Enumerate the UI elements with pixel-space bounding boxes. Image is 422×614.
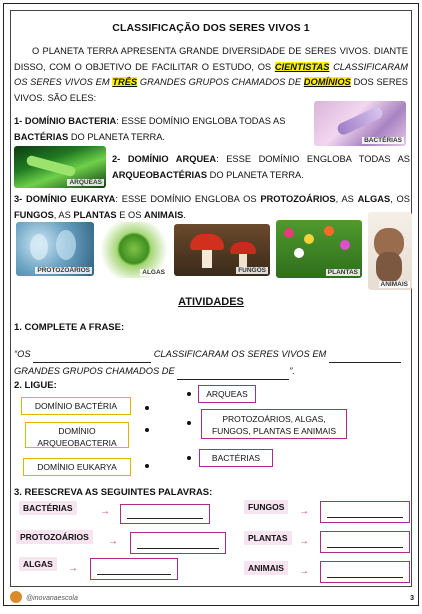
domain-desc: : ESSE DOMÍNIO ENGLOBA OS <box>115 194 261 204</box>
q1-text-d: ”. <box>289 366 295 376</box>
mushroom-cap <box>190 234 224 250</box>
answer-line <box>137 548 219 549</box>
protozoa-cell <box>56 230 76 260</box>
domain-name: DOMÍNIO BACTERIA <box>24 116 117 126</box>
domain-desc: : ESSE DOMÍNIO ENGLOBA TODAS AS <box>216 154 411 164</box>
algae-shape <box>117 232 151 266</box>
highlight-dominios: DOMÍNIOS <box>303 77 351 87</box>
match-left-3[interactable]: DOMÍNIO EUKARYA <box>23 458 131 476</box>
domain-archaea-text <box>112 152 410 183</box>
instagram-icon <box>10 591 22 603</box>
group-animals: ANIMAIS <box>144 209 184 220</box>
answer-box-animais[interactable] <box>320 561 410 583</box>
answer-box-algas[interactable] <box>90 558 178 580</box>
protozoa-image <box>16 222 94 276</box>
plants-image <box>276 220 362 278</box>
animals-caption: ANIMAIS <box>380 281 408 288</box>
domain-number: 2- <box>112 154 128 164</box>
answer-box-fungos[interactable] <box>320 501 410 523</box>
arrow-icon: → <box>299 536 309 547</box>
algae-caption: ALGAS <box>142 269 165 276</box>
match-left-2[interactable]: DOMÍNIO ARQUEOBACTERIA <box>25 422 129 448</box>
intro-text-3: GRANDES GRUPOS CHAMADOS DE <box>137 77 304 87</box>
intro-text-4: DOS SERES VIVOS. SÃO ELES: <box>14 77 408 103</box>
word-plantas: PLANTAS <box>244 531 292 545</box>
arrow-icon: → <box>299 506 309 517</box>
fungi-caption: FUNGOS <box>238 267 266 274</box>
answer-box-protozoarios[interactable] <box>130 532 226 554</box>
domain-end: DO PLANETA TERRA. <box>68 131 166 142</box>
flower <box>340 240 350 250</box>
domain-group: BACTÉRIAS <box>14 131 69 142</box>
plants-caption: PLANTAS <box>327 269 358 276</box>
protozoa-cell <box>30 234 48 260</box>
archaea-image <box>14 146 106 188</box>
flower <box>324 226 334 236</box>
match-dot-right[interactable] <box>187 392 191 396</box>
answer-line <box>327 517 403 518</box>
match-dot-right[interactable] <box>187 456 191 460</box>
match-right-3[interactable]: BACTÉRIAS <box>199 449 273 467</box>
question-3-title: 3. REESCREVA AS SEGUINTES PALAVRAS: <box>14 487 213 498</box>
mushroom-stem <box>202 250 212 268</box>
arrow-icon: → <box>299 566 309 577</box>
intro-text-1: O PLANETA TERRA APRESENTA GRANDE DIVERSIDADE DE SERES VIVOS. DIANTE DISSO, COM O OBJETIVO DE FACILITAR O ESTUDO, OS <box>14 46 408 72</box>
page-title: CLASSIFICAÇÃO DOS SERES VIVOS 1 <box>112 22 310 34</box>
domain-group: ARQUEOBACTÉRIAS <box>112 169 208 180</box>
domain-eukarya-text <box>14 192 410 223</box>
bacteria-caption: BACTÉRIAS <box>364 137 402 144</box>
intro-paragraph <box>14 44 408 106</box>
group-algae: ALGAS <box>357 194 391 204</box>
match-dot-left[interactable] <box>145 464 149 468</box>
domain-number: 3- <box>14 194 27 204</box>
archaea-shape <box>26 155 77 178</box>
q1-text-c: GRANDES GRUPOS CHAMADOS DE <box>14 366 175 376</box>
word-protozoarios: PROTOZOÁRIOS <box>16 530 93 544</box>
blank-3[interactable] <box>177 379 289 380</box>
archaea-caption: ARQUEAS <box>69 179 102 186</box>
flower <box>294 248 304 258</box>
word-animais: ANIMAIS <box>244 561 288 575</box>
word-algas: ALGAS <box>19 557 57 571</box>
mushroom-cap <box>230 242 256 254</box>
fungi-image <box>174 224 270 276</box>
match-right-2[interactable]: PROTOZOÁRIOS, ALGAS, FUNGOS, PLANTAS E ANIMAIS <box>201 409 347 439</box>
flower <box>304 234 314 244</box>
sep: , OS <box>390 194 410 204</box>
blank-2[interactable] <box>329 362 401 363</box>
match-right-1[interactable]: ARQUEAS <box>198 385 256 403</box>
match-dot-left[interactable] <box>145 406 149 410</box>
footer-handle: @inovanaescola <box>26 595 78 602</box>
question-1-sentence <box>14 346 408 380</box>
word-fungos: FUNGOS <box>244 500 288 514</box>
domain-desc: : ESSE DOMÍNIO ENGLOBA TODAS AS <box>116 116 286 126</box>
answer-line <box>327 547 403 548</box>
intro-text-2: CLASSIFICARAM OS SERES VIVOS EM <box>14 61 408 87</box>
match-left-1[interactable]: DOMÍNIO BACTÉRIA <box>21 397 131 415</box>
domain-name: DOMÍNIO ARQUEA <box>127 154 217 164</box>
domain-end: . <box>183 209 186 220</box>
domain-name: DOMÍNIO EUKARYA <box>26 194 116 204</box>
group-protozoa: PROTOZOÁRIOS <box>260 194 336 204</box>
answer-line <box>327 577 403 578</box>
group-plants: PLANTAS <box>73 209 117 220</box>
bacteria-image <box>314 101 406 146</box>
animals-image <box>368 212 412 290</box>
highlight-cientistas: CIENTISTAS <box>274 61 330 72</box>
answer-box-plantas[interactable] <box>320 531 410 553</box>
question-1-title: 1. COMPLETE A FRASE: <box>14 322 125 333</box>
domain-end: DO PLANETA TERRA. <box>207 169 304 180</box>
cat-body <box>376 252 402 282</box>
domain-bacteria-text <box>14 114 304 145</box>
group-fungi: FUNGOS <box>14 209 54 220</box>
worksheet-page <box>3 3 419 606</box>
algae-image <box>99 222 169 278</box>
q1-text-a: “OS <box>14 349 31 359</box>
blank-1[interactable] <box>33 362 151 363</box>
flower <box>284 228 294 238</box>
match-dot-left[interactable] <box>145 428 149 432</box>
match-dot-right[interactable] <box>187 421 191 425</box>
sep: , AS <box>53 209 74 220</box>
answer-box-bacterias[interactable] <box>120 504 210 524</box>
answer-line <box>97 574 171 575</box>
sep: E OS <box>116 209 145 220</box>
sep: , AS <box>335 194 358 204</box>
word-bacterias: BACTÉRIAS <box>19 501 77 515</box>
highlight-tres: TRÊS <box>112 77 138 87</box>
mushroom-stem <box>239 254 247 268</box>
domain-number: 1- <box>14 116 25 126</box>
arrow-icon: → <box>108 536 118 547</box>
q1-text-b: CLASSIFICARAM OS SERES VIVOS EM <box>153 349 327 359</box>
page-number: 3 <box>410 595 414 602</box>
protozoa-caption: PROTOZOÁRIOS <box>37 267 90 274</box>
answer-line <box>127 518 203 519</box>
question-2-title: 2. LIGUE: <box>14 380 57 391</box>
bacterium-shape <box>336 105 385 136</box>
arrow-icon: → <box>100 506 110 517</box>
activities-heading: ATIVIDADES <box>178 296 244 308</box>
arrow-icon: → <box>68 563 78 574</box>
